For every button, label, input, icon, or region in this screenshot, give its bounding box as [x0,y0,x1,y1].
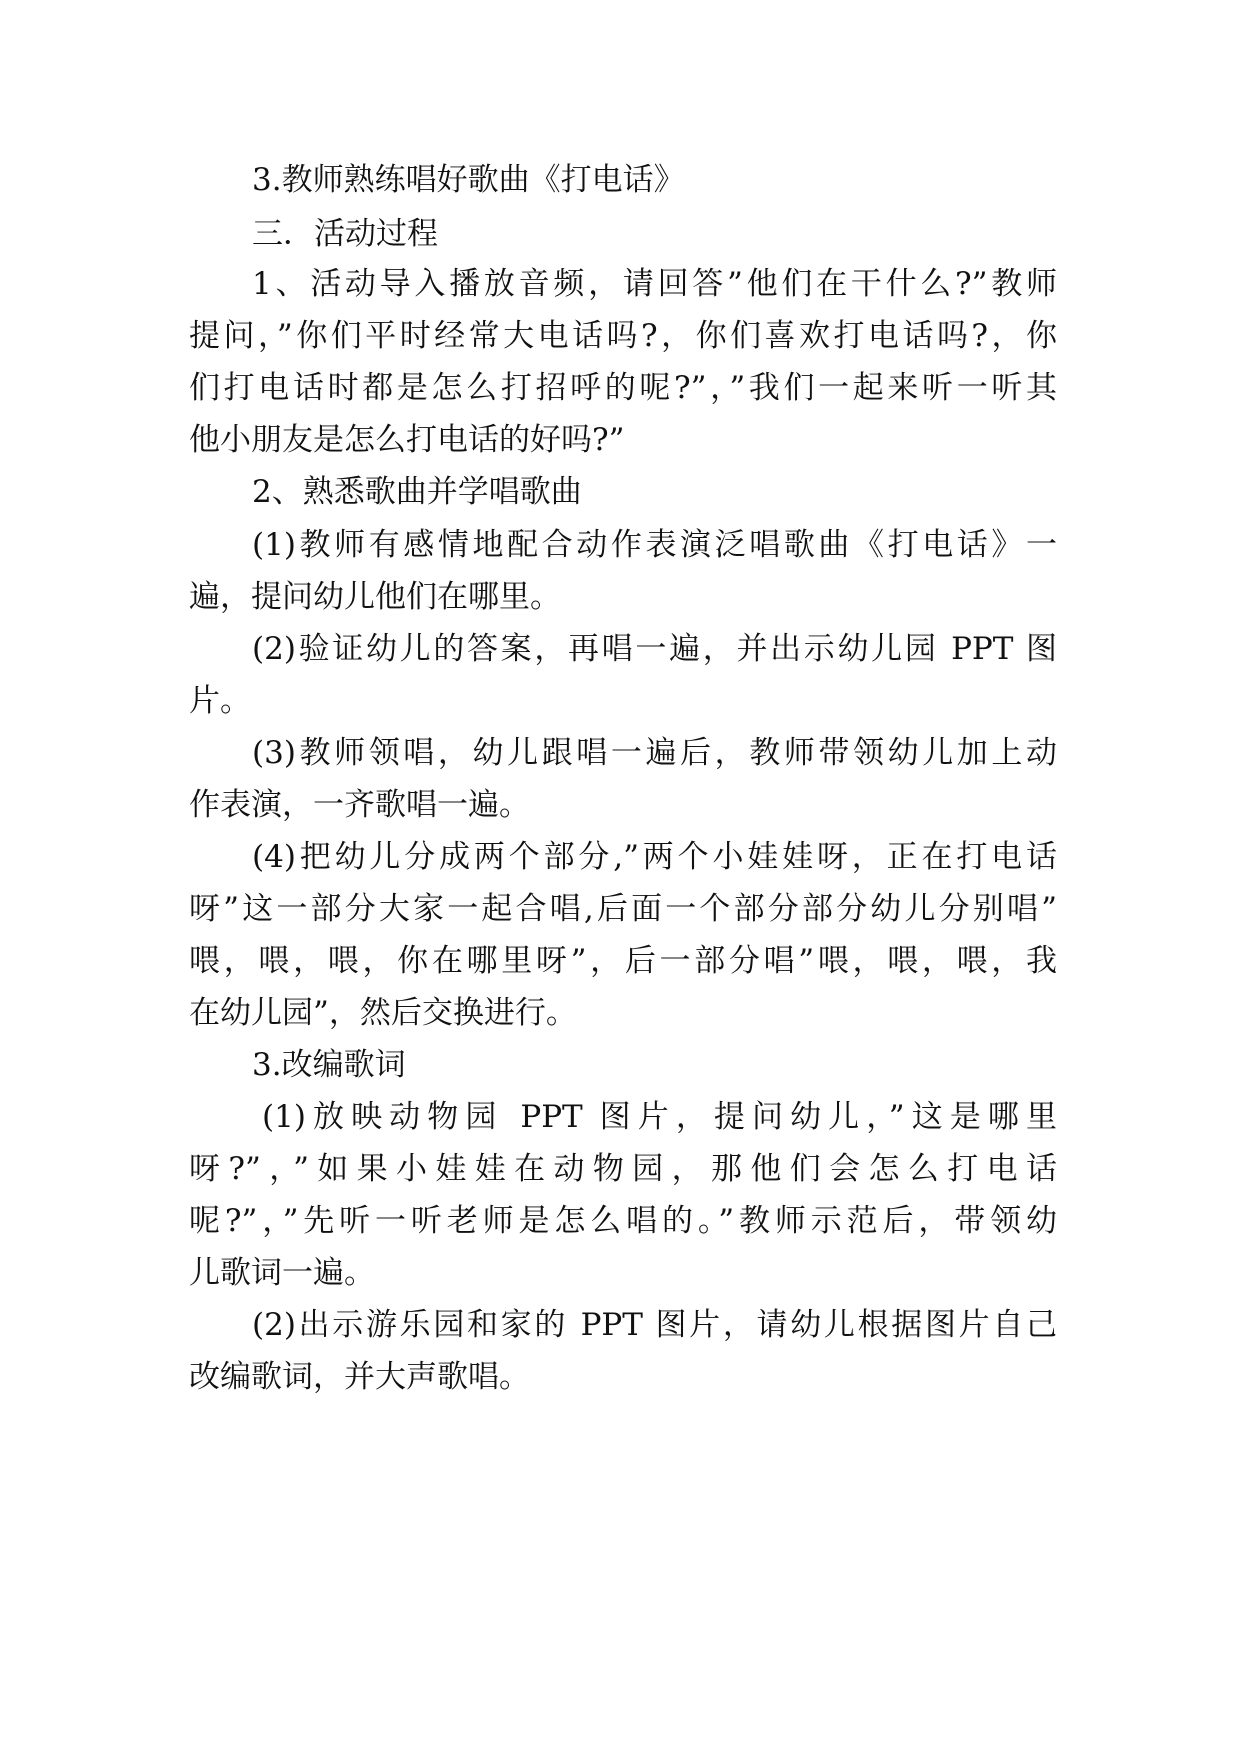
text-line: 片。 [189,683,251,719]
text-line: 改编歌词，并大声歌唱。 [189,1359,530,1395]
text-line: (4)把幼儿分成两个部分,”两个小娃娃呀，正在打电话 [252,839,1057,875]
subsection-heading: 2、熟悉歌曲并学唱歌曲 [252,474,582,510]
text-line: 提问，”你们平时经常大电话吗?，你们喜欢打电话吗?，你 [189,318,1057,354]
text-line: (2)出示游乐园和家的 PPT 图片，请幼儿根据图片自己 [252,1307,1057,1343]
subsection-heading: 3.改编歌词 [252,1047,406,1083]
text-line: 1、活动导入播放音频，请回答”他们在干什么?”教师 [252,266,1057,302]
text-line: 喂，喂，喂，你在哪里呀”，后一部分唱”喂，喂，喂，我 [189,943,1057,979]
text-line: 遍，提问幼儿他们在哪里。 [189,579,561,615]
text-line: 呀?”，”如果小娃娃在动物园，那他们会怎么打电话 [189,1151,1057,1187]
text-line: (3)教师领唱，幼儿跟唱一遍后，教师带领幼儿加上动 [252,735,1057,771]
text-line: (1)教师有感情地配合动作表演泛唱歌曲《打电话》一 [252,527,1057,563]
text-line: 呀”这一部分大家一起合唱,后面一个部分部分幼儿分别唱” [189,891,1057,927]
text-line: (2)验证幼儿的答案，再唱一遍，并出示幼儿园 PPT 图 [252,631,1057,667]
text-line: 在幼儿园”，然后交换进行。 [189,995,577,1031]
text-line: 儿歌词一遍。 [189,1255,375,1291]
text-line: 呢?”，”先听一听老师是怎么唱的。”教师示范后，带领幼 [189,1203,1057,1239]
section-heading: 三．活动过程 [252,216,438,252]
text-line: 们打电话时都是怎么打招呼的呢?”，”我们一起来听一听其 [189,370,1057,406]
text-line: 他小朋友是怎么打电话的好吗?” [189,422,625,458]
text-line: (1)放映动物园 PPT 图片，提问幼儿，”这是哪里 [262,1099,1057,1135]
text-line: 作表演，一齐歌唱一遍。 [189,787,530,823]
text-line: 3.教师熟练唱好歌曲《打电话》 [252,162,685,198]
